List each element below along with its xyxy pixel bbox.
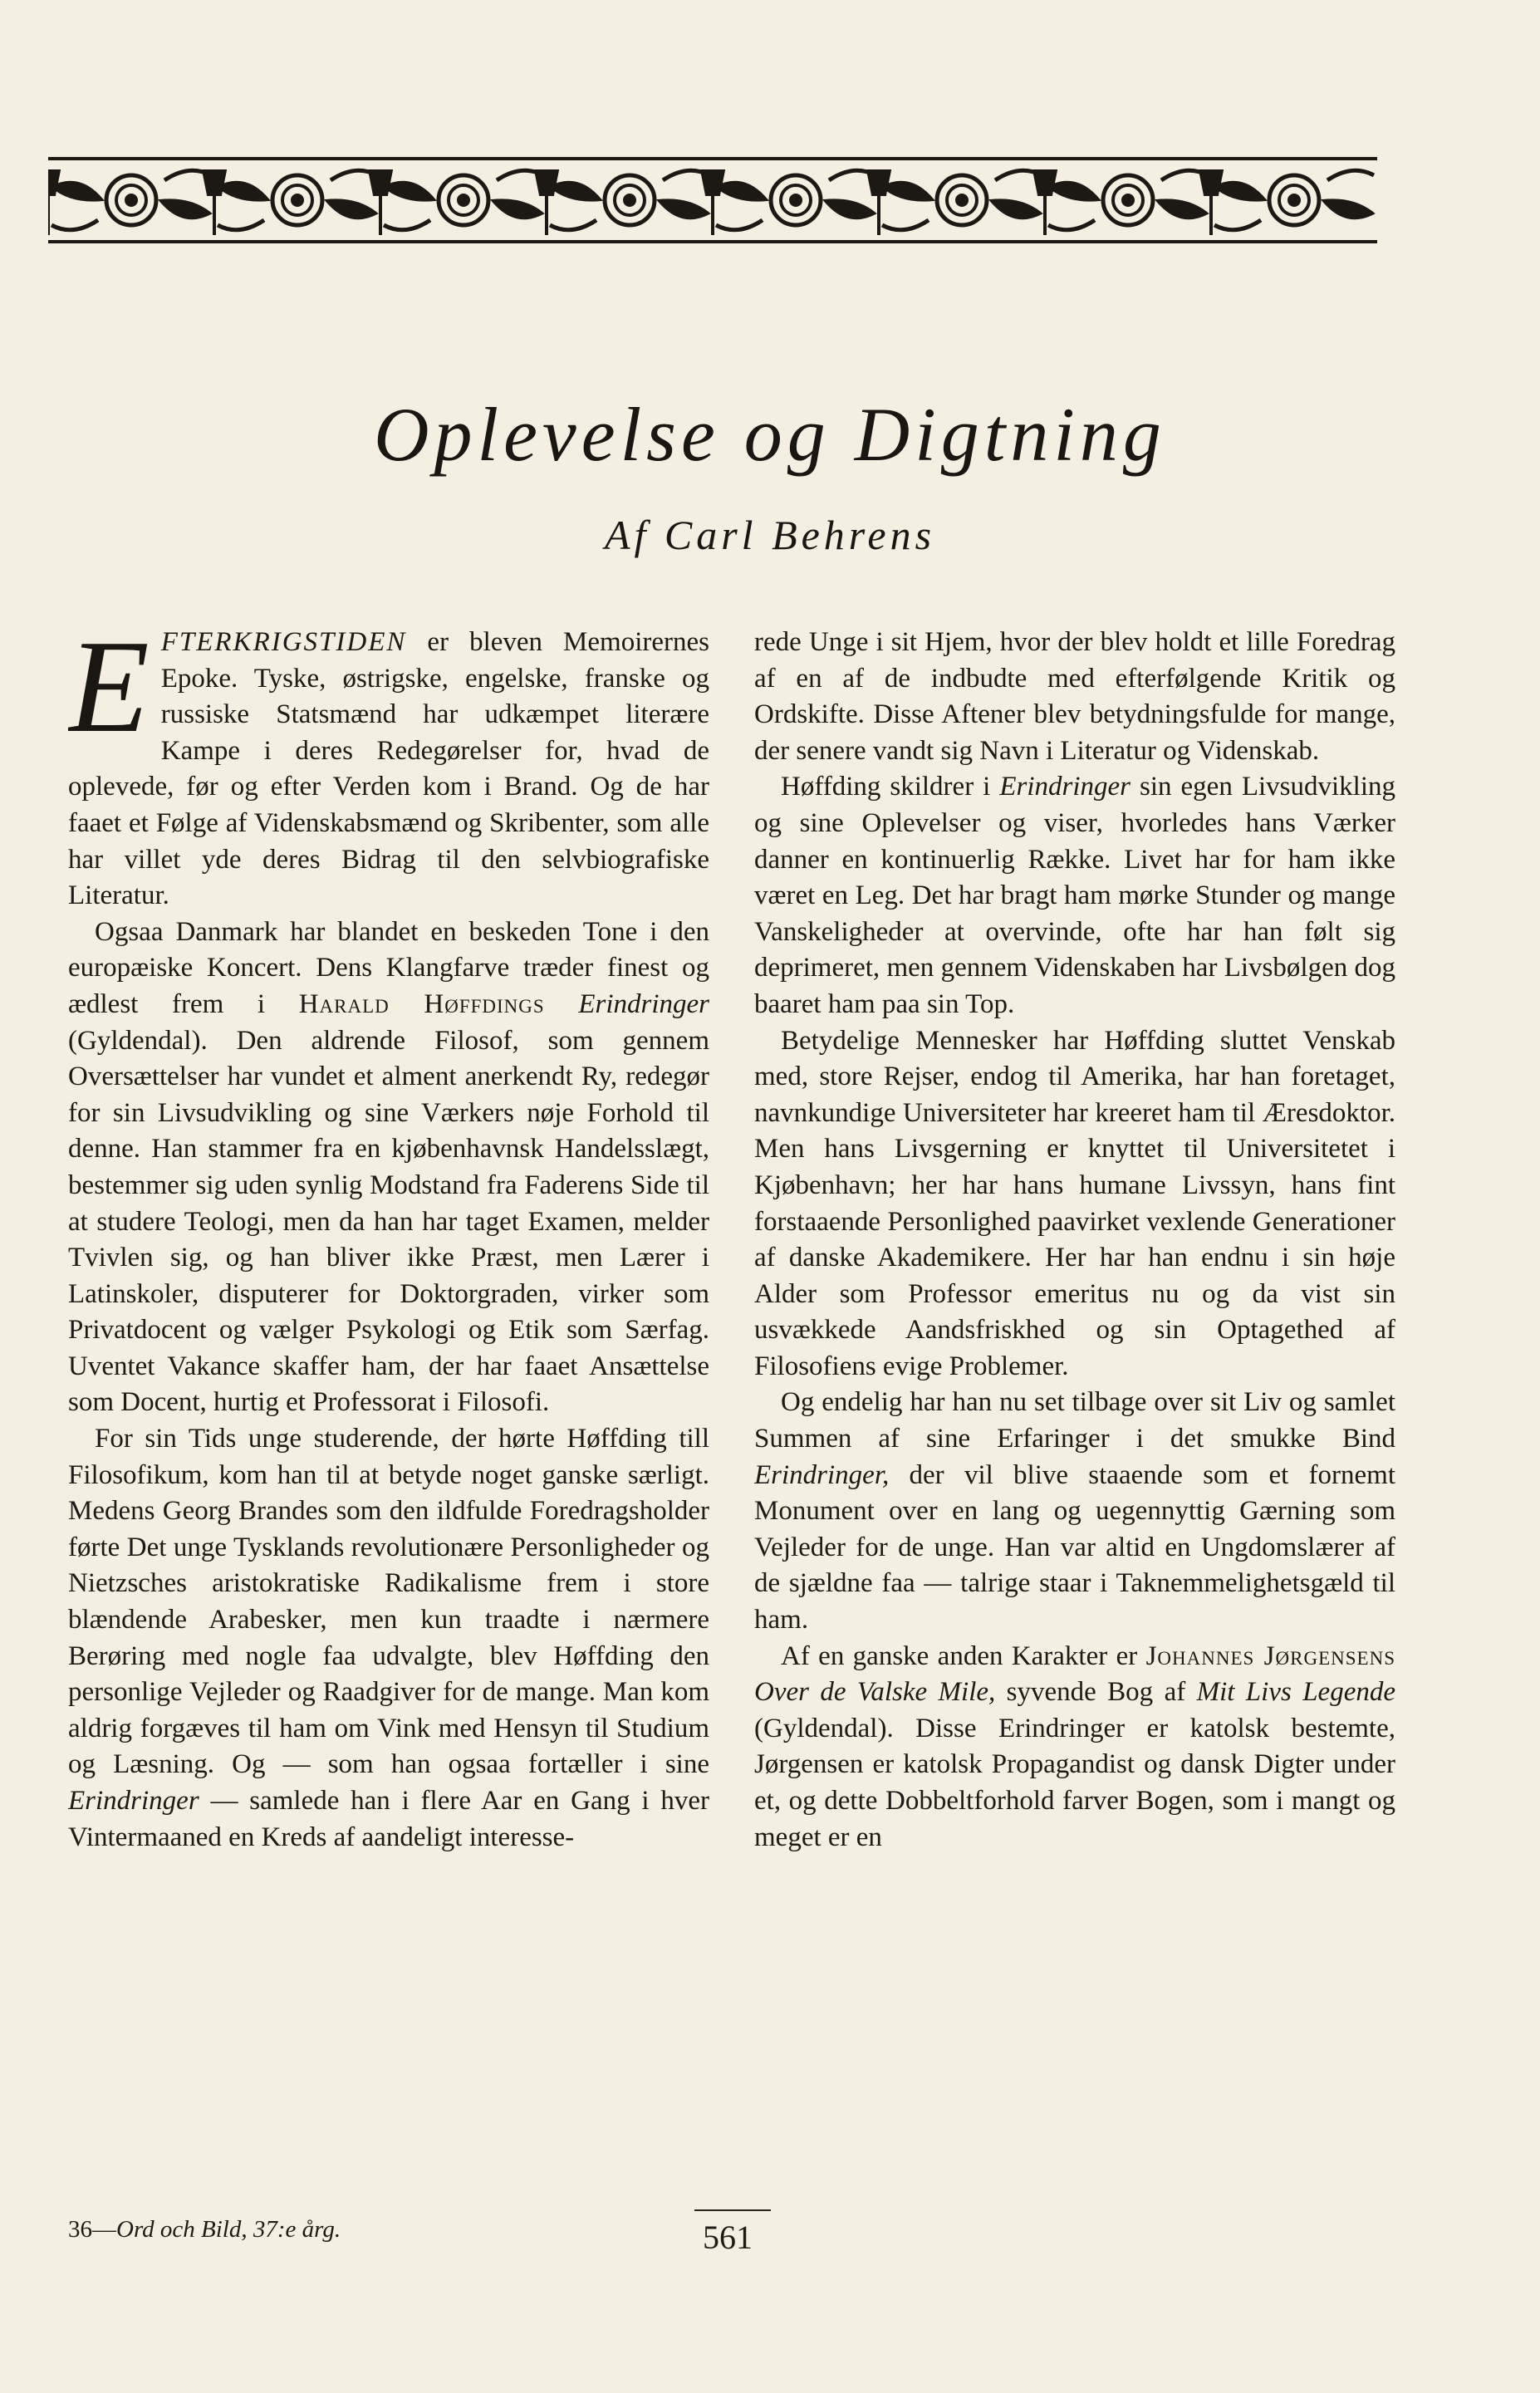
paragraph: Høffding skildrer i Erindringer sin egen Livsudvikling og sine Oplevelser og viser, hvorledes hans Værker danner en kontinuerlig Række. Livet har for ham ikke været en Leg. Det har bragt ham mørke Stunder og mange Vanskeligheder at overvinde, ofte har han følt sig deprimeret, men gennem Videnskaben har Livsbølgen dog baaret ham paa sin Top.: [754, 772, 1395, 1019]
left-column: [68, 625, 709, 2194]
footer-rule: [694, 2209, 771, 2211]
paragraph: Ogsaa Danmark har blandet en beskeden Tone i den europæiske Koncert. Dens Klangfarve træder finest og ædlest frem i Harald Høffdings Erindringer (Gyldendal). Den aldrende Filosof, som gennem Oversættelser har vundet et alment anerkendt Ry, redegør for sin Livsudvikling og sine Værkers nøje Forhold til denne. Han stammer fra en kjøbenhavnsk Handelsslægt, bestemmer sig uden synlig Modstand fra Faderens Side til at studere Teologi, men da han har taget Examen, melder Tvivlen sig, og han bliver ikke Præst, men Lærer i Latinskoler, disputerer for Doktorgraden, virker som Privatdocent og vælger Psykologi og Etik som Særfag. Uventet Vakance skaffer ham, der har faaet Ansættelse som Docent, hurtig et Professorat i Filosofi.: [68, 916, 709, 1418]
drop-cap: E: [68, 625, 150, 760]
paragraph: For sin Tids unge studerende, der hørte Høffding till Filosofikum, kom han til at betyde noget ganske særligt. Medens Georg Brandes som den ildfulde Foredragsholder førte Det unge Tysklands revolutionære Personligheder og Nietzsches aristokratiske Radikalisme frem i store blændende Arabesker, men kun traadte i nærmere Berøring med nogle faa udvalgte, blev Høffding den personlige Vejleder og Raadgiver for de mange. Man kom aldrig forgæves til ham om Vink med Hensyn til Studium og Læsning. Og — som han ogsaa fortæller i sine Erindringer — samlede han i flere Aar en Gang i hver Vintermaaned en Kreds af aandeligt interesse-: [68, 1424, 709, 1852]
book-title: Over de Valske Mile,: [754, 1677, 996, 1708]
book-title: Erindringer: [68, 1786, 199, 1816]
author-name: Johannes Jørgensens: [1145, 1640, 1395, 1671]
decorative-rose-border: [48, 154, 1377, 247]
paragraph: Og endelig har han nu set tilbage over sit Liv og samlet Summen af sine Erfaringer i det smukke Bind Erindringer, der vil blive staaende som et fornemt Monument over en lang og uegennyttig Gærning som Vejleder for de unge. Han var altid en Ungdomslærer af de sjældne faa — talrige staar i Taknemmelighetsgæld til ham.: [754, 1387, 1395, 1635]
lead-in: FTERKRIGSTIDEN: [160, 627, 407, 657]
book-title: Mit Livs Legende: [1196, 1677, 1395, 1708]
book-title: Erindringer,: [754, 1459, 890, 1490]
article-byline: Af Carl Behrens: [604, 512, 936, 558]
book-title: Erindringer: [578, 988, 709, 1019]
paragraph: Af en ganske anden Karakter er Johannes Jørgensens Over de Valske Mile, syvende Bog af Mit Livs Legende (Gyldendal). Disse Erindringer er katolsk bestemte, Jørgensen er katolsk Propagandist og dansk Digter under et, og dette Dobbeltforhold farver Bogen, som i mangt og meget er en: [754, 1640, 1395, 1852]
paragraph: Betydelige Mennesker har Høffding sluttet Venskab med, store Rejser, endog til Amerika, har han foretaget, navnkundige Universiteter har kreeret ham til Æresdoktor. Men hans Livsgerning er knyttet til Universitetet i Kjøbenhavn; her har hans humane Livssyn, hans fint forstaaende Personlighed paavirket vexlende Generationer af danske Akademikere. Her har han endnu i sin høje Alder som Professor emeritus nu og da vist sin usvækkede Aandsfriskhed og sin Optagethed af Filosofiens evige Problemer.: [754, 1025, 1395, 1381]
source-line: 36—Ord och Bild, 37:e årg.: [68, 2216, 341, 2243]
author-name: Harald Høffdings: [298, 988, 545, 1019]
book-title: Erindringer: [999, 772, 1131, 802]
paragraph: rede Unge i sit Hjem, hvor der blev holdt et lille Foredrag af en af de indbudte med efterfølgende Kritik og Ordskifte. Disse Aftener blev betydningsfulde for mange, der senere vandt sig Navn i Literatur og Videnskab.: [754, 627, 1395, 766]
page-number: 561: [703, 2219, 753, 2256]
paragraph: EFTERKRIGSTIDEN er bleven Memoirernes Epoke. Tyske, østrigske, engelske, franske og russiske Statsmænd har udkæmpet literære Kampe i deres Redegørelser for, hvad de oplevede, før og efter Verden kom i Brand. Og de har faaet et Følge af Videnskabsmænd og Skribenter, som alle har villet yde deres Bidrag til den selvbiografiske Literatur.: [68, 625, 709, 911]
right-column: [754, 625, 1395, 2194]
article-title: Oplevelse og Digtning: [374, 392, 1166, 477]
